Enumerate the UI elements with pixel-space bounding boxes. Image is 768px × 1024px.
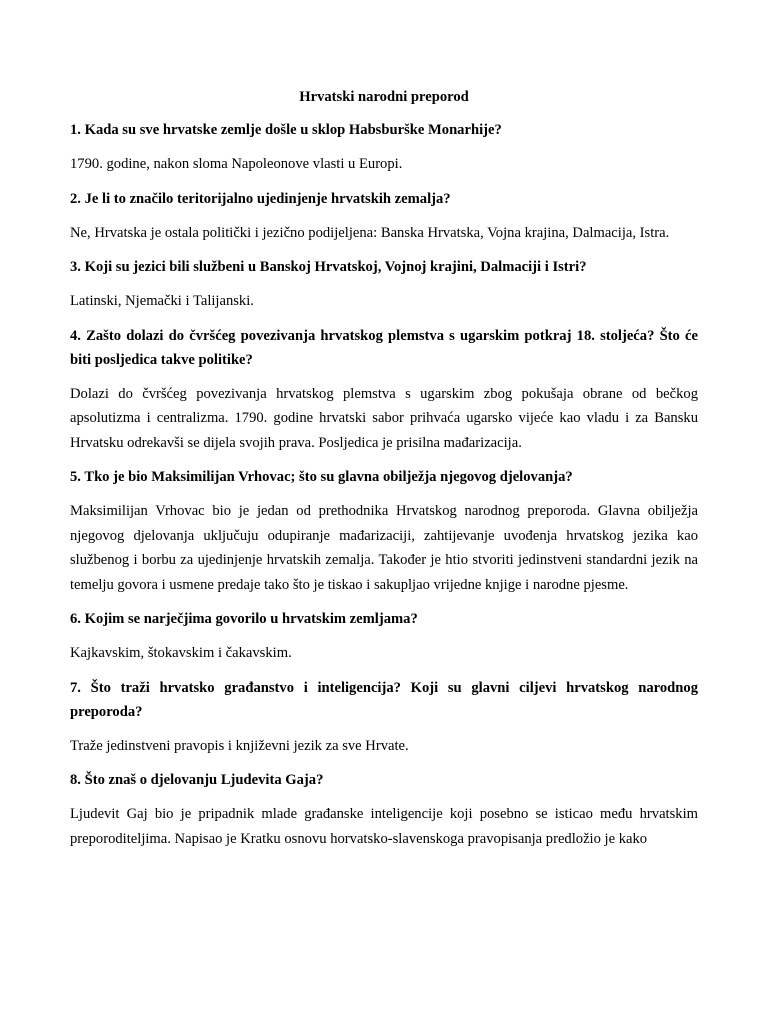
question-6: 6. Kojim se narječjima govorilo u hrvatskim zemljama? <box>70 611 418 627</box>
question-3: 3. Koji su jezici bili službeni u Banskoj Hrvatskoj, Vojnoj krajini, Dalmaciji i Istri? <box>70 259 587 275</box>
document-page <box>70 86 698 861</box>
question-1: 1. Kada su sve hrvatske zemlje došle u sklop Habsburške Monarhije? <box>70 122 502 138</box>
question-5: 5. Tko je bio Maksimilijan Vrhovac; što su glavna obilježja njegovog djelovanja? <box>70 469 573 485</box>
answer-6: Kajkavskim, štokavskim i čakavskim. <box>70 645 292 661</box>
answer-4: Dolazi do čvršćeg povezivanja hrvatskog plemstva s ugarskim zbog pokušaja obrane od bečkog apsolutizma i centralizma. 1790. godine hrvatski sabor prihvaća ugarsko vijeće kao vladu i za Bansku Hrvatsku odrekavši se dijela svojih prava. Posljedica je prisilna mađarizacija. <box>70 385 698 451</box>
answer-8: Ljudevit Gaj bio je pripadnik mlade građanske inteligencije koji posebno se isticao među hrvatskim preporoditeljima. Napisao je Kratku osnovu horvatsko-slavenskoga pravopisanja predložio je kako <box>70 806 698 847</box>
answer-7: Traže jedinstveni pravopis i književni jezik za sve Hrvate. <box>70 737 409 754</box>
answer-2: Ne, Hrvatska je ostala politički i jezično podijeljena: Banska Hrvatska, Vojna krajina, Dalmacija, Istra. <box>70 224 670 241</box>
answer-5: Maksimilijan Vrhovac bio je jedan od prethodnika Hrvatskog narodnog preporoda. Glavna obilježja njegovog djelovanja uključuju odupiranje mađarizaciji, zahtijevanje uvođenja hrvatskog jezika kao službenog i borbu za ujedinjenje hrvatskih zemalja. Također je htio stvoriti jedinstveni standardni jezik na temelju govora i usmene predaje tako što je tiskao i sakupljao vrijedne knjige i narodne pjesme. <box>70 503 698 593</box>
answer-3: Latinski, Njemački i Talijanski. <box>70 293 254 309</box>
document-title: Hrvatski narodni preporod <box>299 89 469 105</box>
answer-1: 1790. godine, nakon sloma Napoleonove vlasti u Europi. <box>70 156 403 172</box>
question-4: 4. Zašto dolazi do čvršćeg povezivanja hrvatskog plemstva s ugarskim potkraj 18. stoljeća? Što će biti posljedica takve politike? <box>70 327 698 368</box>
question-8: 8. Što znaš o djelovanju Ljudevita Gaja? <box>70 772 324 788</box>
question-7: 7. Što traži hrvatsko građanstvo i inteligencija? Koji su glavni ciljevi hrvatskog narodnog preporoda? <box>70 679 698 720</box>
question-2: 2. Je li to značilo teritorijalno ujedinjenje hrvatskih zemalja? <box>70 190 451 207</box>
